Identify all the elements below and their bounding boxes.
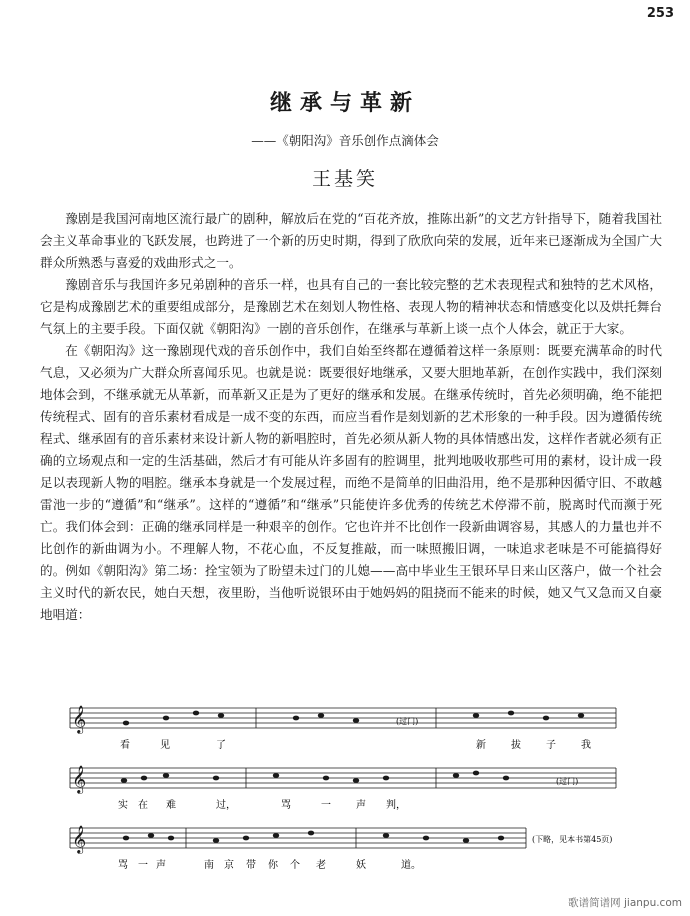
treble-clef-icon: 𝄞 [72,765,87,793]
lyric: 你 [268,860,278,871]
lyric: 实 [118,800,128,811]
article-title: 继承与革新 [269,90,420,116]
staff [70,768,616,788]
lyric: 带 [246,860,256,871]
music-score [56,700,660,878]
paragraph: 在《朝阳沟》这一豫剧现代戏的音乐创作中，我们自始至终都在遵循着这样一条原则：既要充满革命的时代气息，又必须为广大群众所喜闻乐见。也就是说：既要很好地继承，又要大胆地革新，在创作实践中，我们深刻地体会到，不继承就无从革新，而革新又正是为了更好的继承和发展。在继承传统时，首先必须明确，绝不能把传统程式、固有的音乐素材看成是一成不变的东西，而应当看作是刻划新的艺术形象的一种手段。因为遵循传统程式、继承固有的音乐素材来设计新人物的新唱腔时，首先必须从新人物的具体情感出发，这样作者就必须有正确的立场观点和一定的生活基础，然后才有可能从许多固有的腔调里，批判地吸收那些可用的素材，设计成一段足以表现新人物的唱腔。继承本身就是一个发展过程，而绝不是简单的旧曲沿用，绝不是那种因循守旧、不敢越雷池一步的“遵循”和“继承”。这样的“遵循”和“继承”只能使许多优秀的传统艺术停滞不前，脱离时代而濒于死亡。我们体会到：正确的继承同样是一种艰辛的创作。它也许并不比创作一段新曲调容易，其感人的力量也并不比创作的新曲调为小。不理解人物，不花心血，不反复推敲，而一味照搬旧调，一味追求老味是不可能搞得好的。例如《朝阳沟》第二场：拴宝领为了盼望未过门的儿媳——高中毕业生王银环早日来山区落户，做一个社会主义时代的新农民，她白天想，夜里盼，当他听说银环由于她妈妈的阻挠而不能来的时候，她又气又急而又自豪地唱道： [40,343,662,622]
interlude-mark: (过门) [396,717,419,726]
paragraph: 豫剧是我国河南地区流行最广的剧种，解放后在党的“百花齐放，推陈出新”的文艺方针指导下，随着我国社会主义革命事业的飞跃发展，也跨进了一个新的历史时期，得到了欣欣向荣的发展，近年来已逐渐成为全国广大群众所熟悉与喜爱的戏曲形式之一。 [40,211,662,270]
staff [70,828,526,848]
lyric: 妖 [356,860,366,871]
lyric: 子 [546,740,556,751]
lyric: 道。 [401,860,421,871]
staff [70,708,616,728]
lyric: 难 [166,800,176,811]
lyric: 南 [204,860,214,871]
lyric: 骂 [118,860,128,871]
lyric: 了 [216,740,226,751]
lyric: 个 [290,860,300,871]
lyric: 拔 [511,740,521,751]
notes [123,831,504,843]
notes [121,771,509,783]
article-author: 王基笑 [311,168,378,190]
lyric: 一 [321,800,331,811]
lyric: 看 [120,740,130,751]
lyric: 新 [476,740,486,751]
score-note: (下略，见本书第45页) [532,835,613,844]
lyric: 判， [386,800,406,811]
lyric: 我 [581,740,591,751]
interlude-mark: (过门) [556,777,579,786]
article-body [40,208,662,626]
lyric: 见 [160,740,170,751]
lyric: 骂 [281,800,291,811]
lyric: 老 [316,860,326,871]
lyric: 过， [216,800,236,811]
lyric: 声 [156,860,166,871]
lyric: 声 [356,800,366,811]
treble-clef-icon: 𝄞 [72,825,87,853]
score-staves [56,700,660,878]
article-subtitle: ——《朝阳沟》音乐创作点滴体会 [251,133,439,148]
lyric: 一 [138,860,148,871]
lyric: 在 [138,800,148,811]
watermark: 歌谱简谱网 jianpu.com [568,897,682,909]
page-number: 253 [646,6,674,21]
treble-clef-icon: 𝄞 [72,705,87,733]
paragraph: 豫剧音乐与我国许多兄弟剧种的音乐一样，也具有自己的一套比较完整的艺术表现程式和独特的艺术风格，它是构成豫剧艺术的重要组成部分，是豫剧艺术在刻划人物性格、表现人物的精神状态和情感变化以及烘托舞台气氛上的主要手段。下面仅就《朝阳沟》一剧的音乐创作，在继承与革新上谈一点个人体会，就正于大家。 [40,277,662,336]
lyric: 京 [224,860,234,871]
